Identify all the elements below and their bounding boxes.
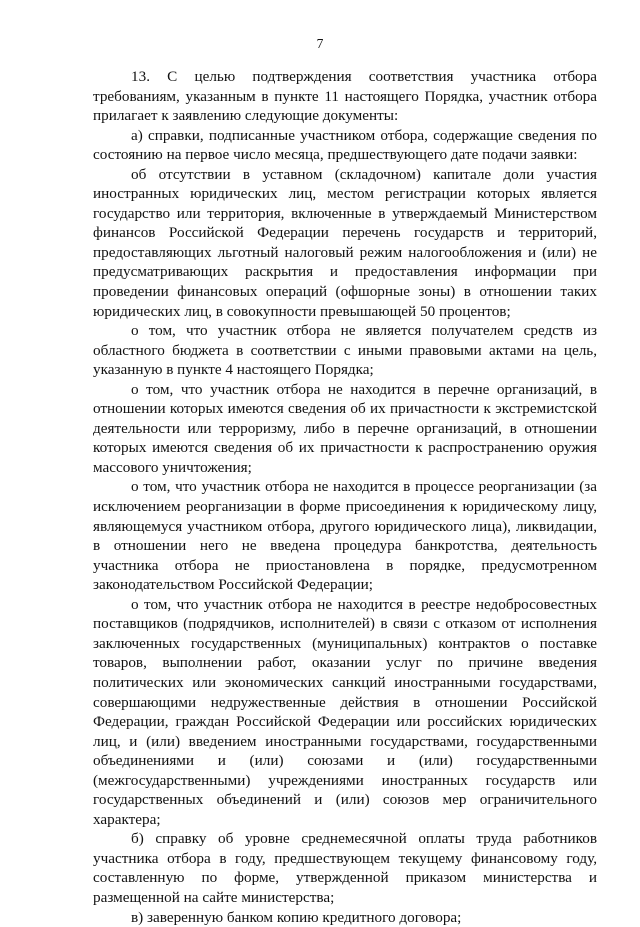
paragraph-subitem-b: б) справку об уровне среднемесячной оплаты труда работников участника отбора в году, предшествующем текущему финансовому году, составленную по форме, утвержденной приказом министерства и размещенной на сайте министерства; bbox=[93, 830, 597, 906]
paragraph-not-budget-recipient: о том, что участник отбора не является получателем средств из областного бюджета в соответствии с иными правовыми актами на цель, указанную в пункте 4 настоящего Порядка; bbox=[93, 322, 597, 379]
paragraph-unfair-suppliers: о том, что участник отбора не находится в реестре недобросовестных поставщиков (подрядчиков, исполнителей) в связи с отказом от исполнения заключенных государственных (муниципальных) контрактов о поставке товаров, выполнении работ, оказании услуг по причине введения политических или экономических санкций иностранными государствами, совершающими недружественные действия в отношении Российской Федерации, граждан Российской Федерации или российских юридических лиц, и (или) введением иностранными государствами, государственными объединениями и (или) союзами и (или) государственными (межгосударственными) учреждениями иностранных государств или государственных объединений и (или) союзов мер ограничительного характера; bbox=[93, 595, 597, 828]
paragraph-reorganization: о том, что участник отбора не находится в процессе реорганизации (за исключением реорганизации в форме присоединения к юридическому лицу, являющемуся участником отбора, другого юридического лица), ликвидации, в отношении него не введена процедура банкротства, деятельность участника отбора не приостановлена в порядке, предусмотренном законодательством Российской Федерации; bbox=[93, 478, 597, 594]
document-body bbox=[93, 67, 597, 927]
paragraph-subitem-a: а) справки, подписанные участником отбора, содержащие сведения по состоянию на первое число месяца, предшествующего дате подачи заявки: bbox=[93, 126, 597, 164]
paragraph-offshore-share: об отсутствии в уставном (складочном) капитале доли участия иностранных юридических лиц, местом регистрации которых является государство или территория, включенные в утверждаемый Министерством финансов Российской Федерации перечень государств и территорий, предоставляющих льготный налоговый режим налогообложения и (или) не предусматривающих раскрытия и предоставления информации при проведении финансовых операций (офшорные зоны) в отношении таких юридических лиц, в совокупности превышающей 50 процентов; bbox=[93, 165, 597, 320]
page-number: 7 bbox=[316, 36, 324, 51]
paragraph-subitem-v: в) заверенную банком копию кредитного договора; bbox=[131, 908, 462, 926]
paragraph-item-13-intro: 13. С целью подтверждения соответствия участника отбора требованиям, указанным в пункте 11 настоящего Порядка, участник отбора прилагает к заявлению следующие документы: bbox=[93, 68, 597, 125]
paragraph-extremism-list: о том, что участник отбора не находится в перечне организаций, в отношении которых имеются сведения об их причастности к экстремистской деятельности или терроризму, либо в перечне организаций, в отношении которых имеются сведения об их причастности к распространению оружия массового уничтожения; bbox=[93, 380, 597, 476]
